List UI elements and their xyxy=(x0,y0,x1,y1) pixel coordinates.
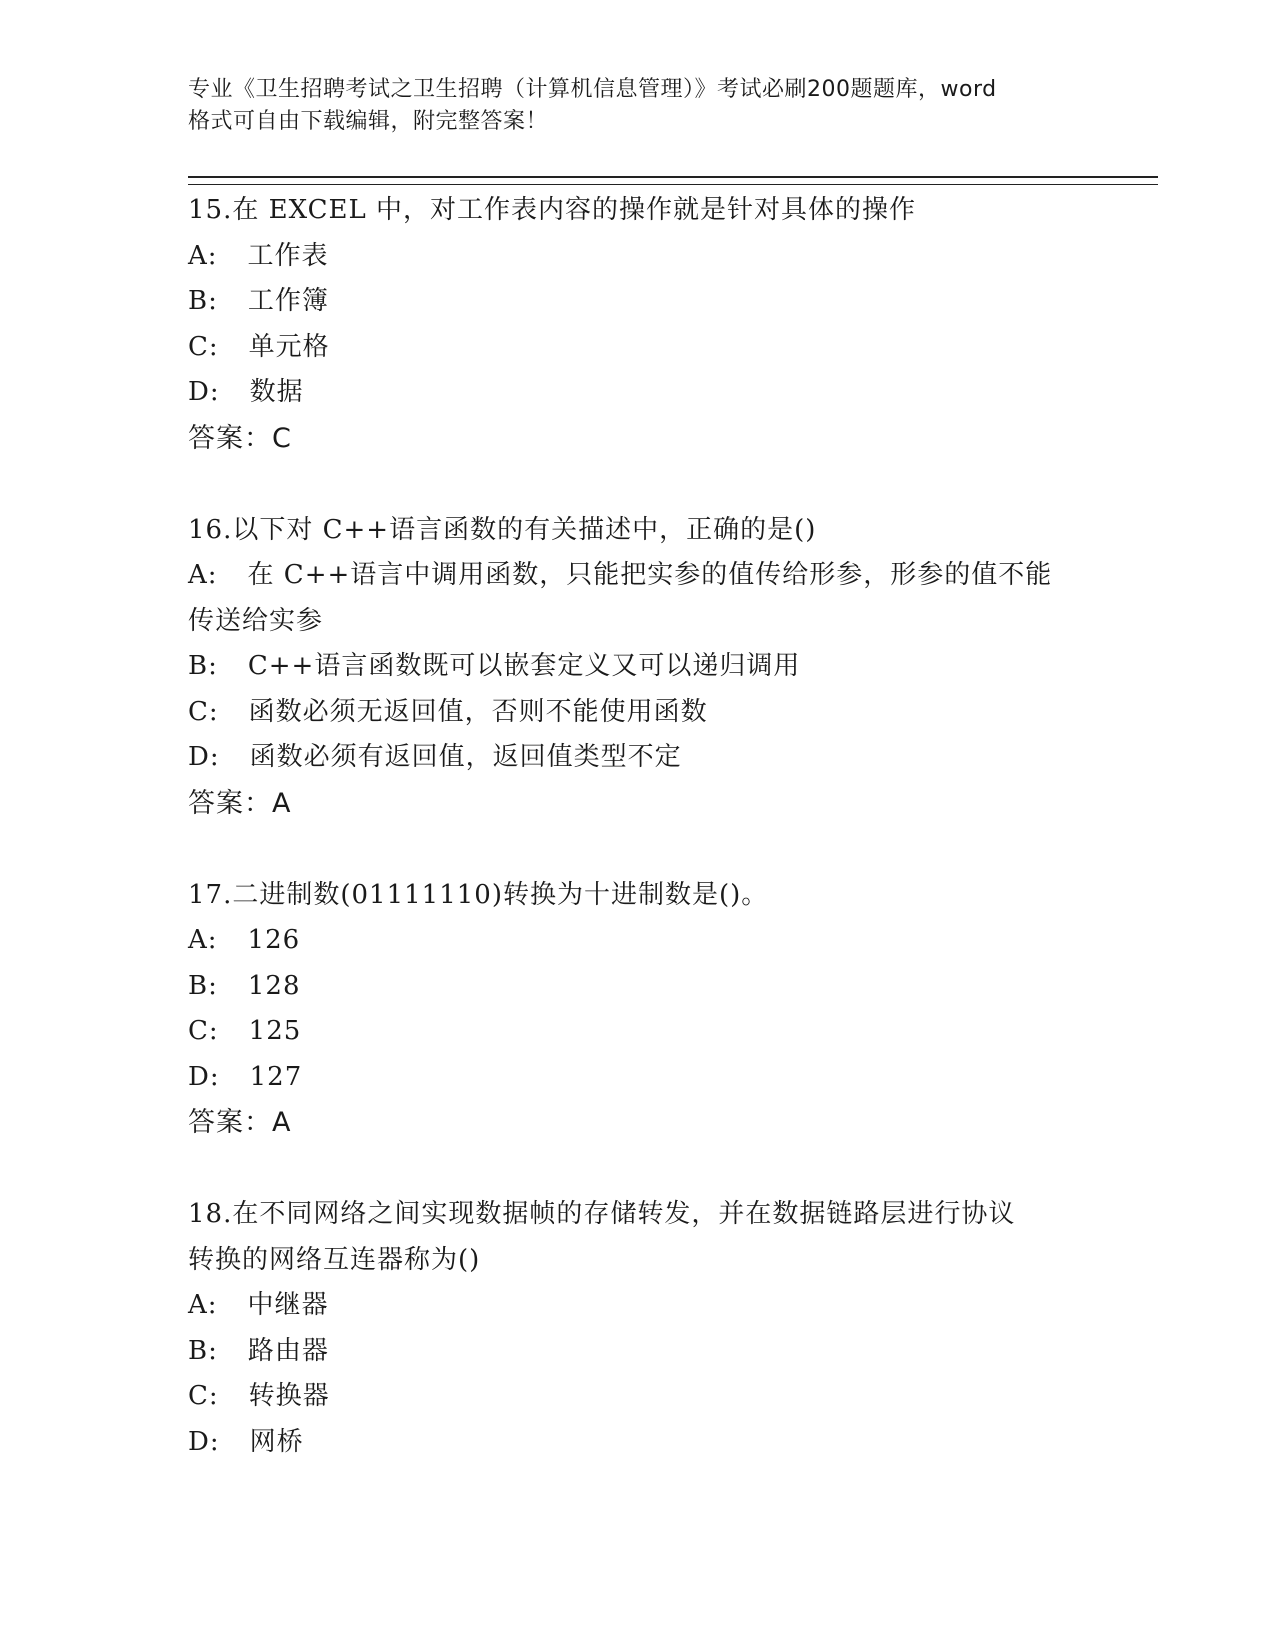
question-15 xyxy=(188,188,1088,462)
option-letter: B: xyxy=(188,286,218,316)
option-letter: C: xyxy=(188,696,219,727)
option-a xyxy=(188,918,1088,964)
option-text: 在 C++语言中调用函数，只能把实参的值传给形参，形参的值不能 xyxy=(247,560,1053,590)
option-letter: B: xyxy=(188,651,218,681)
option-letter: C: xyxy=(188,1381,219,1411)
option-text: 工作簿 xyxy=(247,286,329,316)
option-text: 转换器 xyxy=(248,1381,330,1411)
option-letter: A: xyxy=(188,240,218,271)
option-c xyxy=(188,1009,1088,1055)
option-b xyxy=(188,964,1088,1010)
option-letter: C: xyxy=(188,1016,219,1046)
option-text: 126 xyxy=(247,925,301,955)
question-number: 17. xyxy=(188,879,233,910)
option-d xyxy=(188,735,1088,781)
question-number: 16. xyxy=(188,514,233,545)
option-letter: A: xyxy=(188,560,218,590)
question-number: 18. xyxy=(188,1199,233,1229)
option-d xyxy=(188,1420,1088,1466)
question-17 xyxy=(188,873,1088,1147)
question-text: 以下对 C++语言函数的有关描述中，正确的是() xyxy=(232,514,817,545)
question-text: 二进制数(01111110)转换为十进制数是()。 xyxy=(232,879,769,910)
question-stem xyxy=(188,508,1088,554)
question-text: 转换的网络互连器称为() xyxy=(188,1244,481,1275)
answer-line: 答案：C xyxy=(188,422,292,454)
option-text: 单元格 xyxy=(248,331,330,362)
question-stem xyxy=(188,1192,1088,1238)
question-text: 在不同网络之间实现数据帧的存储转发，并在数据链路层进行协议 xyxy=(232,1199,1016,1229)
option-c xyxy=(188,690,1088,736)
option-text: C++语言函数既可以嵌套定义又可以递归调用 xyxy=(247,651,801,681)
answer-line: 答案：A xyxy=(188,787,292,819)
option-a xyxy=(188,1283,1088,1329)
option-letter: A: xyxy=(188,925,218,955)
answer-line: 答案：A xyxy=(188,1107,292,1138)
option-letter: D: xyxy=(188,377,220,407)
option-text: 路由器 xyxy=(247,1335,329,1366)
header-divider xyxy=(188,176,1158,185)
option-letter: B: xyxy=(188,1335,218,1366)
option-letter: C: xyxy=(188,331,219,362)
option-d xyxy=(188,370,1088,416)
option-text: 函数必须无返回值，否则不能使用函数 xyxy=(248,696,708,727)
option-text: 传送给实参 xyxy=(188,605,324,636)
option-a xyxy=(188,234,1088,280)
option-a xyxy=(188,553,1088,599)
question-number: 15. xyxy=(188,195,233,225)
option-b xyxy=(188,1329,1088,1375)
question-stem xyxy=(188,873,1088,919)
option-text: 中继器 xyxy=(247,1290,329,1320)
option-text: 125 xyxy=(248,1016,302,1046)
question-stem-continuation xyxy=(188,1238,1088,1284)
question-18 xyxy=(188,1192,1088,1465)
question-stem xyxy=(188,188,1088,234)
question-16 xyxy=(188,508,1088,827)
option-b xyxy=(188,644,1088,690)
option-letter: D: xyxy=(188,742,220,772)
option-text: 128 xyxy=(247,970,301,1001)
option-b xyxy=(188,279,1088,325)
option-text: 网桥 xyxy=(249,1426,304,1457)
header-title-line-1: 专业《卫生招聘考试之卫生招聘（计算机信息管理）》考试必刷200题题库，word xyxy=(188,77,997,102)
question-text: 在 EXCEL 中，对工作表内容的操作就是针对具体的操作 xyxy=(232,195,917,225)
option-text: 工作表 xyxy=(247,240,329,271)
option-letter: D: xyxy=(188,1061,220,1092)
option-letter: A: xyxy=(188,1290,218,1320)
document-header xyxy=(188,74,1088,138)
option-text: 函数必须有返回值，返回值类型不定 xyxy=(249,742,682,772)
option-letter: D: xyxy=(188,1426,220,1457)
option-d xyxy=(188,1055,1088,1101)
option-c xyxy=(188,325,1088,371)
option-text: 127 xyxy=(249,1061,303,1092)
option-a-continuation xyxy=(188,599,1088,645)
option-text: 数据 xyxy=(249,377,304,407)
question-list xyxy=(188,188,1088,1511)
header-title-line-2: 格式可自由下载编辑，附完整答案！ xyxy=(188,109,549,134)
option-letter: B: xyxy=(188,970,218,1001)
option-c xyxy=(188,1374,1088,1420)
